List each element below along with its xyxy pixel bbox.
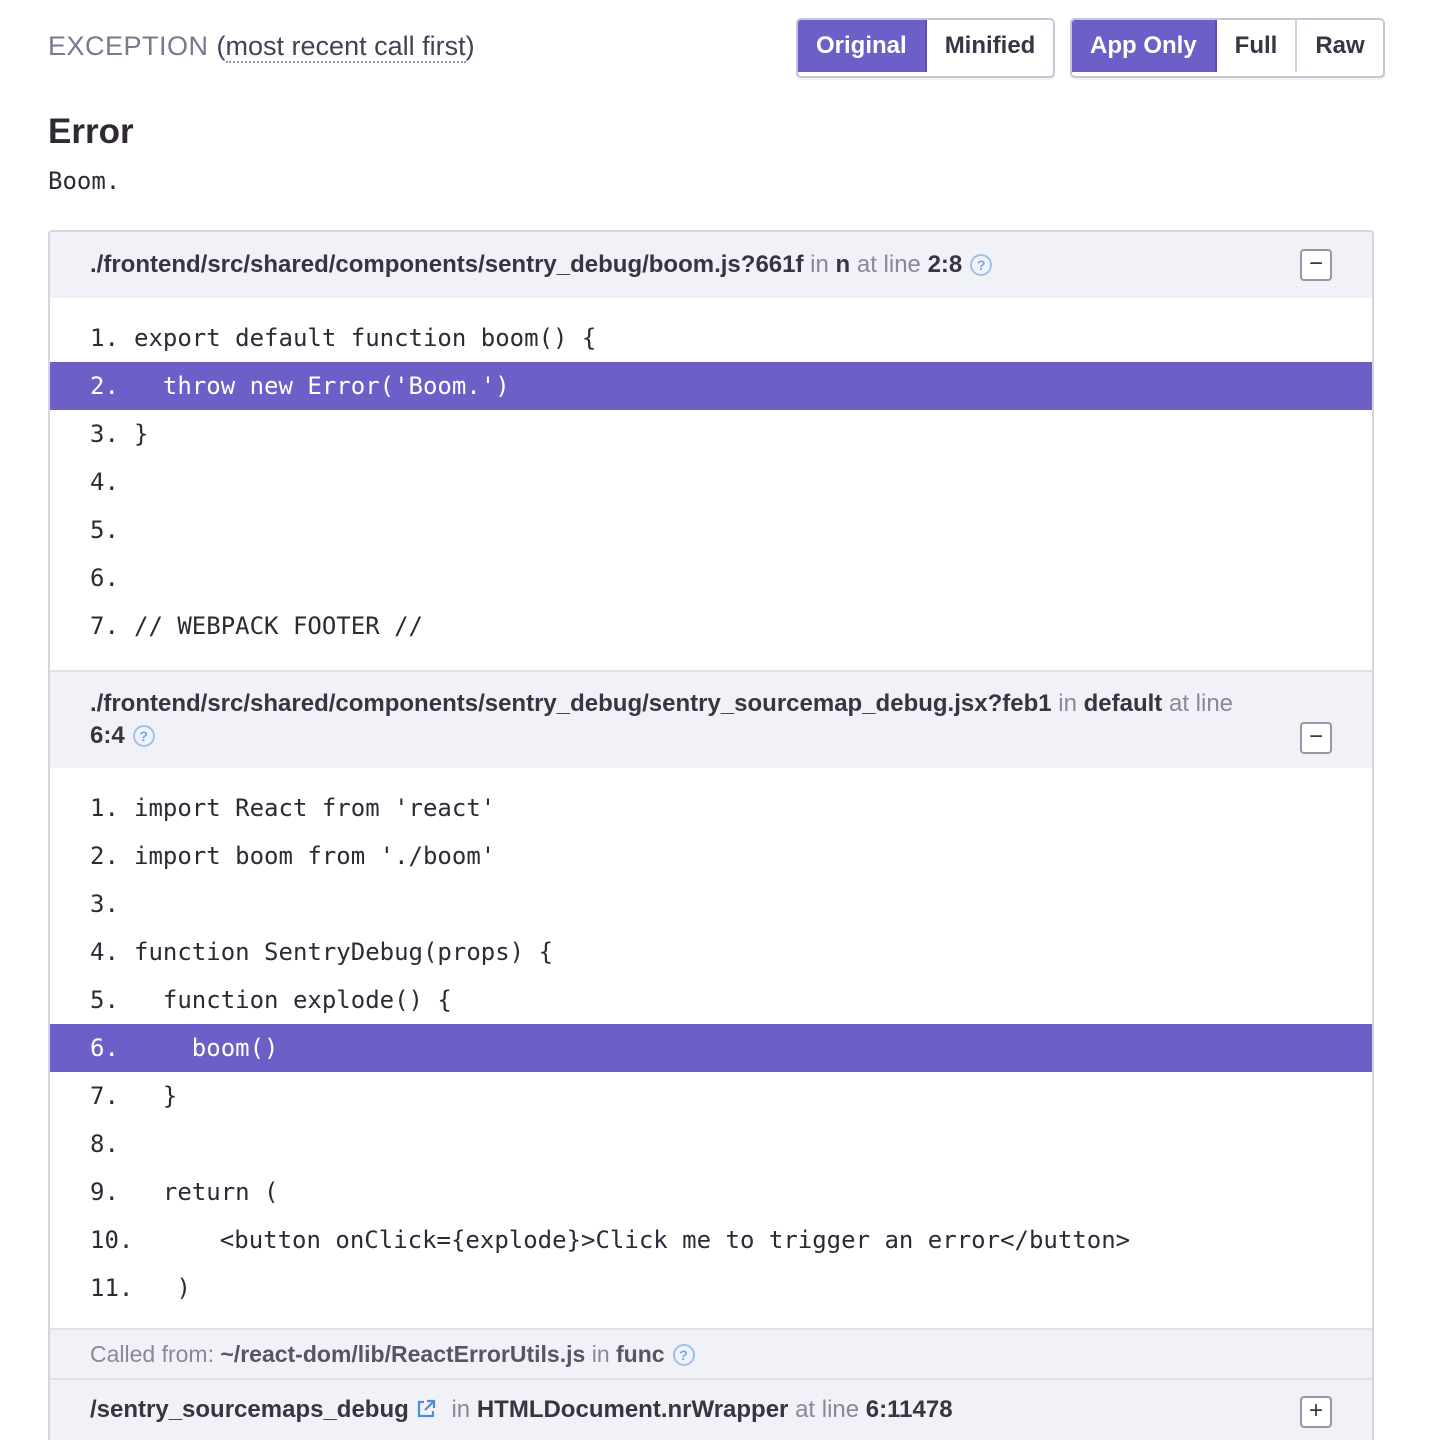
frame-context	[50, 298, 1372, 670]
frame-context	[50, 768, 1372, 1328]
code-line: 4.	[90, 468, 119, 496]
code-line: 7. }	[90, 1082, 178, 1110]
frame-function: n	[835, 251, 851, 278]
called-from-path: ~/react-dom/lib/ReactErrorUtils.js	[220, 1341, 586, 1367]
original-button[interactable]: Original	[798, 20, 927, 72]
code-line: 11. )	[90, 1274, 191, 1302]
expand-frame-button[interactable]: +	[1300, 1396, 1332, 1428]
view-toggle-group	[796, 18, 1055, 78]
exception-subtitle: (most recent call first)	[216, 31, 475, 61]
exception-heading	[48, 28, 475, 64]
frame-function: default	[1083, 690, 1163, 717]
help-icon[interactable]: ?	[673, 1344, 695, 1366]
help-icon[interactable]: ?	[133, 725, 155, 747]
code-line: 8.	[90, 1130, 119, 1158]
frame-function: HTMLDocument.nrWrapper	[476, 1396, 789, 1423]
frame-header[interactable]: ./frontend/src/shared/components/sentry_debug/sentry_sourcemap_debug.jsx?feb1 in default at line 6:4 ? −	[50, 670, 1372, 768]
stack-trace	[48, 230, 1374, 1440]
frame-line-col: 6:11478	[865, 1396, 953, 1423]
called-from-function: func	[616, 1341, 665, 1367]
help-icon[interactable]: ?	[970, 254, 992, 276]
code-line-active: 6. boom()	[50, 1024, 1372, 1072]
code-line: 6.	[90, 564, 119, 592]
called-from-label: Called from:	[90, 1341, 214, 1367]
exception-type: Error	[48, 112, 134, 151]
most-recent-call-first-hint[interactable]: most recent call first	[225, 31, 466, 61]
exception-message: Boom.	[48, 167, 121, 195]
code-line: 9. return (	[90, 1178, 279, 1206]
code-line: 10. <button onClick={explode}>Click me to trigger an error</button>	[90, 1226, 1131, 1254]
raw-button[interactable]: Raw	[1297, 20, 1382, 72]
frame-header[interactable]: ./frontend/src/shared/components/sentry_debug/boom.js?661f in n at line 2:8 ? −	[50, 232, 1372, 298]
app-only-button[interactable]: App Only	[1072, 20, 1217, 72]
code-line: 3.	[90, 890, 119, 918]
stack-filter-group	[1070, 18, 1385, 78]
full-button[interactable]: Full	[1217, 20, 1298, 72]
code-line-active: 2. throw new Error('Boom.')	[50, 362, 1372, 410]
code-line: 1. export default function boom() {	[90, 324, 597, 352]
exception-label: EXCEPTION	[48, 31, 209, 61]
frame-line-col: 6:4	[90, 722, 125, 749]
frame-header-collapsed[interactable]: /sentry_sourcemaps_debug in HTMLDocument.nrWrapper at line 6:11478 +	[50, 1380, 1372, 1440]
exception-header	[48, 18, 1374, 74]
external-link-icon[interactable]	[415, 1397, 437, 1429]
collapse-frame-button[interactable]: −	[1300, 722, 1332, 754]
called-from-row: Called from: ~/react-dom/lib/ReactErrorUtils.js in func ?	[50, 1328, 1372, 1380]
frame-filename: ./frontend/src/shared/components/sentry_debug/boom.js?661f	[90, 251, 804, 278]
code-line: 2. import boom from './boom'	[90, 842, 496, 870]
code-line: 5.	[90, 516, 119, 544]
code-line: 3. }	[90, 420, 149, 448]
code-line: 5. function explode() {	[90, 986, 452, 1014]
frame-filename-link[interactable]: /sentry_sourcemaps_debug	[90, 1396, 409, 1423]
frame-filename: ./frontend/src/shared/components/sentry_debug/sentry_sourcemap_debug.jsx?feb1	[90, 690, 1052, 717]
code-line: 1. import React from 'react'	[90, 794, 496, 822]
code-line: 7. // WEBPACK FOOTER //	[90, 612, 423, 640]
minified-button[interactable]: Minified	[927, 20, 1054, 72]
collapse-frame-button[interactable]: −	[1300, 249, 1332, 281]
code-line: 4. function SentryDebug(props) {	[90, 938, 554, 966]
frame-line-col: 2:8	[927, 251, 963, 278]
